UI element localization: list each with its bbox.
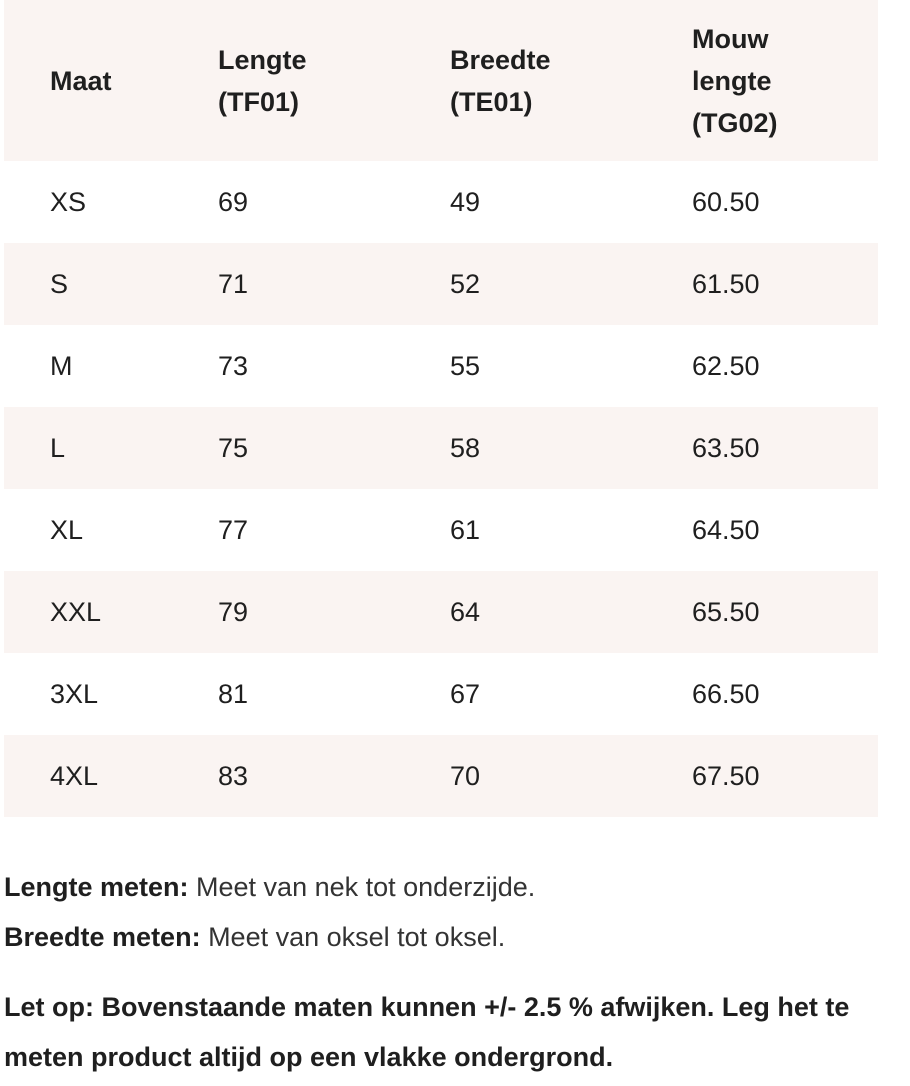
table-row [4, 653, 878, 735]
cell-mouwlengte: 66.50 [692, 678, 760, 709]
table-row [4, 571, 878, 653]
cell-mouwlengte: 61.50 [692, 268, 760, 299]
table-row [4, 489, 878, 571]
table-row [4, 161, 878, 243]
cell-breedte: 52 [450, 268, 481, 299]
table-row [4, 735, 878, 817]
width-note-text: Meet van oksel tot oksel. [200, 922, 506, 952]
table-header-row [4, 0, 878, 161]
length-note-text: Meet van nek tot onderzijde. [188, 872, 536, 902]
cell-mouwlengte: 67.50 [692, 760, 760, 791]
header-line: Lengte [218, 44, 307, 75]
header-lengte [218, 0, 450, 161]
table-row [4, 243, 878, 325]
warning-text: Let op: Bovenstaande maten kunnen +/- 2.5 % afwijken. Leg het te meten product altijd op een vlakke ondergrond. [4, 992, 850, 1072]
header-mouwlengte [692, 0, 878, 161]
cell-maat: XXL [50, 596, 102, 627]
cell-maat: XL [50, 514, 84, 545]
cell-breedte: 58 [450, 432, 481, 463]
cell-breedte: 67 [450, 678, 481, 709]
header-breedte [450, 0, 692, 161]
cell-breedte: 64 [450, 596, 481, 627]
cell-mouwlengte: 64.50 [692, 514, 760, 545]
header-line: lengte [692, 65, 772, 96]
table-row [4, 325, 878, 407]
cell-lengte: 77 [218, 514, 249, 545]
cell-mouwlengte: 62.50 [692, 350, 760, 381]
width-note [4, 912, 894, 962]
cell-breedte: 70 [450, 760, 481, 791]
cell-mouwlengte: 65.50 [692, 596, 760, 627]
cell-maat: S [50, 268, 69, 299]
width-note-label: Breedte meten: [4, 922, 201, 952]
cell-lengte: 79 [218, 596, 249, 627]
size-table [4, 0, 878, 817]
cell-breedte: 55 [450, 350, 481, 381]
length-note-label: Lengte meten: [4, 872, 189, 902]
cell-lengte: 73 [218, 350, 249, 381]
length-note [4, 862, 894, 912]
cell-mouwlengte: 60.50 [692, 186, 760, 217]
measurement-notes [4, 862, 894, 962]
cell-maat: L [50, 432, 66, 463]
cell-maat: 4XL [50, 760, 99, 791]
header-line: Breedte [450, 44, 551, 75]
cell-lengte: 69 [218, 186, 249, 217]
cell-maat: M [50, 350, 73, 381]
header-line: Mouw [692, 23, 769, 54]
cell-maat: 3XL [50, 678, 99, 709]
cell-lengte: 81 [218, 678, 249, 709]
header-line: (TF01) [218, 86, 299, 117]
cell-mouwlengte: 63.50 [692, 432, 760, 463]
header-maat [4, 0, 218, 161]
cell-lengte: 83 [218, 760, 249, 791]
cell-lengte: 75 [218, 432, 249, 463]
cell-breedte: 61 [450, 514, 481, 545]
header-line: (TE01) [450, 86, 533, 117]
header-line: (TG02) [692, 107, 778, 138]
cell-breedte: 49 [450, 186, 481, 217]
cell-maat: XS [50, 186, 87, 217]
table-row [4, 407, 878, 489]
cell-lengte: 71 [218, 268, 249, 299]
header-line: Maat [50, 65, 112, 96]
